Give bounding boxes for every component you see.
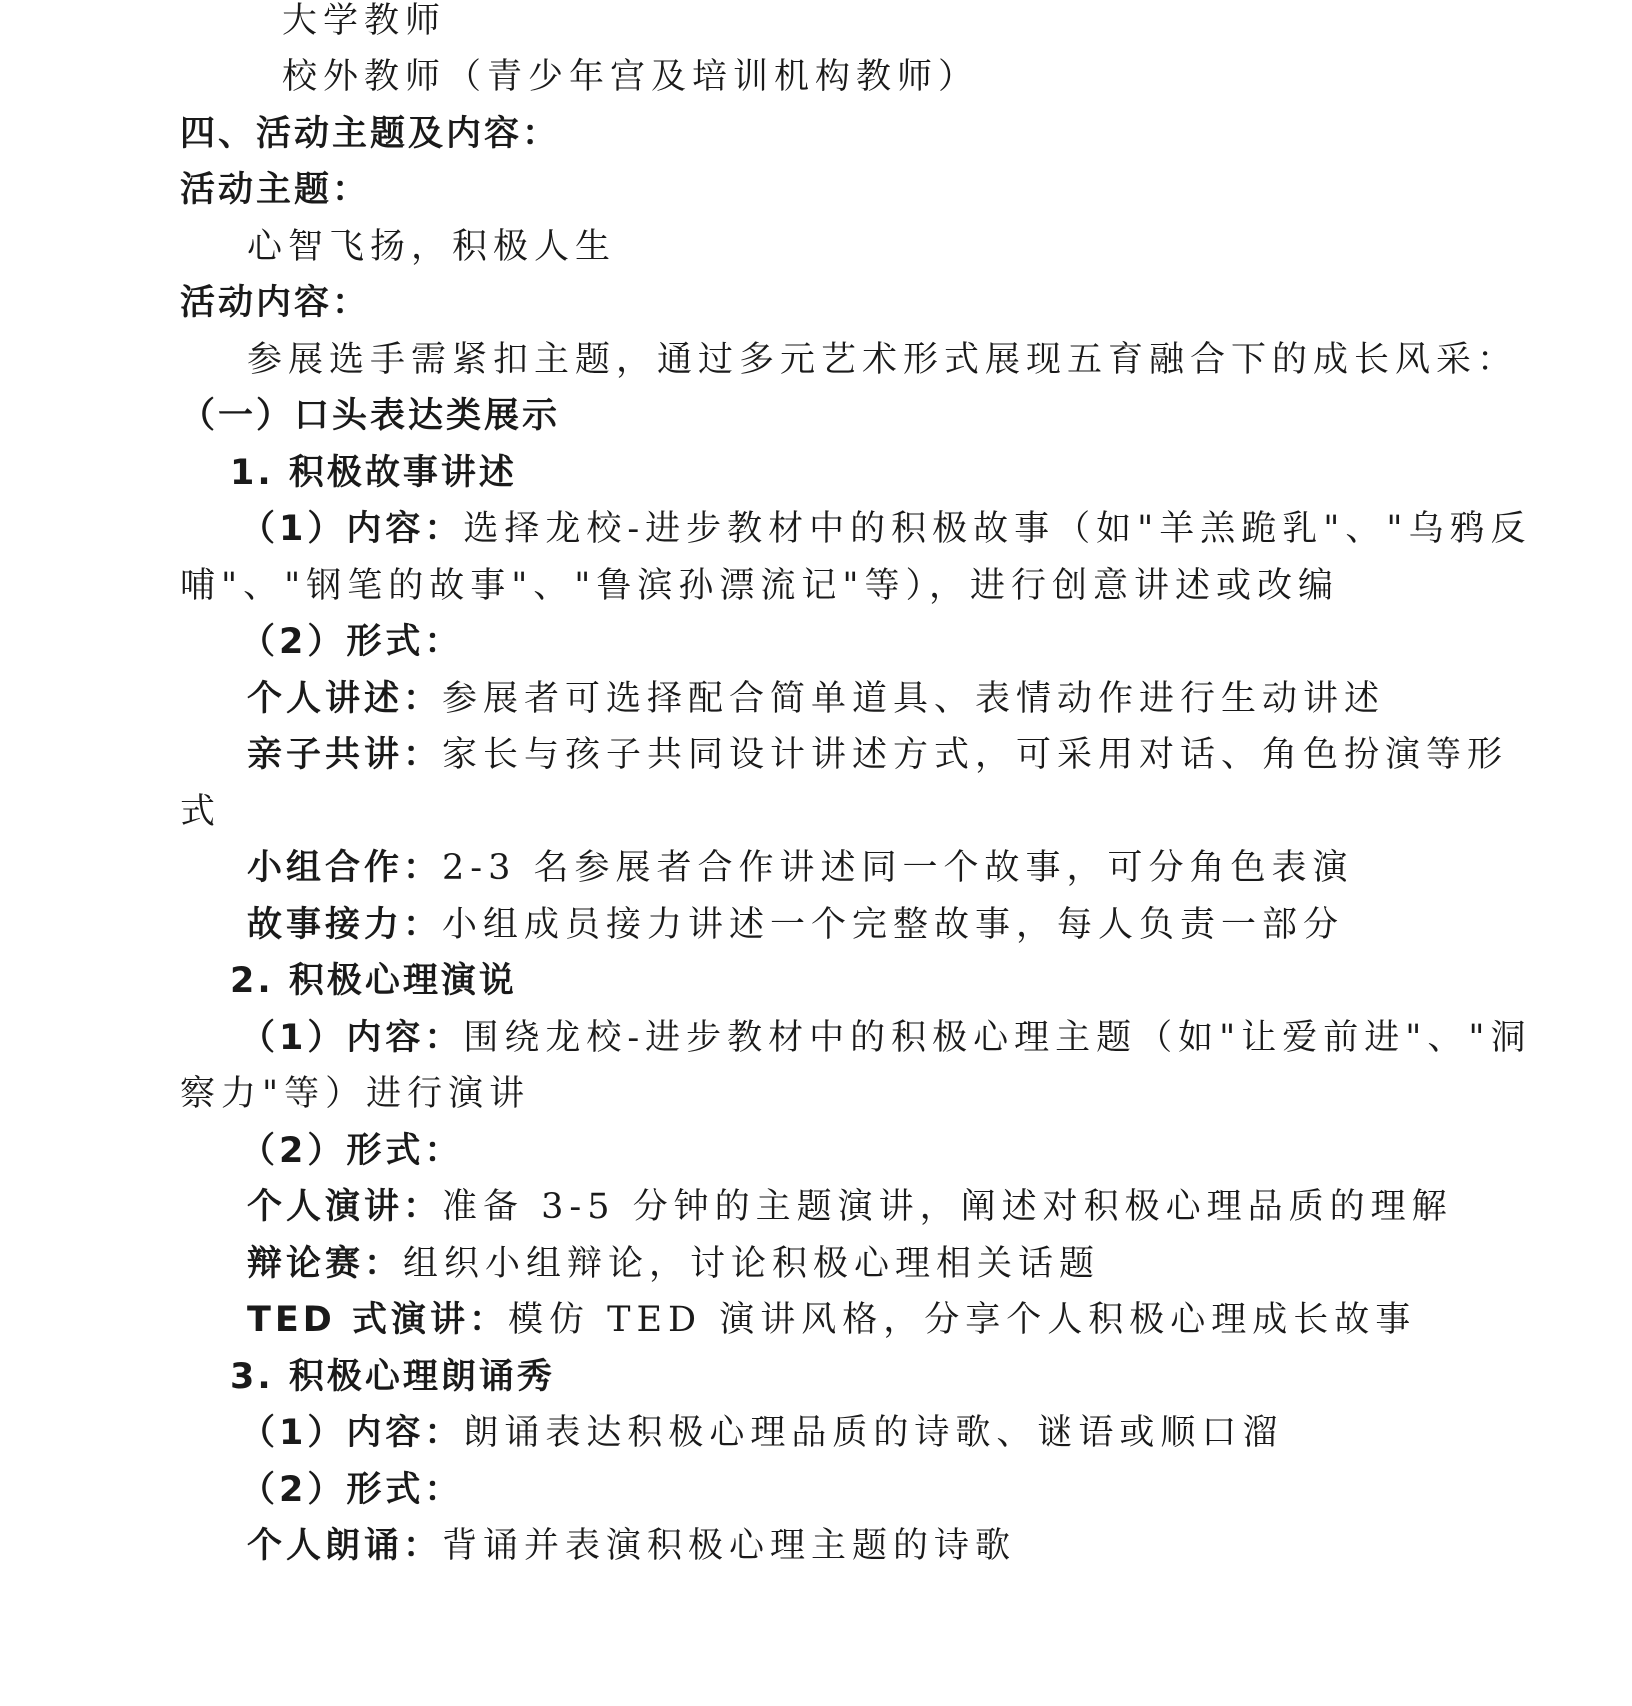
text-line: 大学教师 — [282, 1, 447, 41]
text-line: （1）内容：选择龙校-进步教材中的积极故事（如"羊羔跪乳"、"乌鸦反 — [240, 509, 1532, 549]
text-line: 心智飞扬，积极人生 — [247, 227, 617, 267]
text-line: TED 式演讲：模仿 TED 演讲风格，分享个人积极心理成长故事 — [247, 1300, 1417, 1340]
text-line: 个人朗诵：背诵并表演积极心理主题的诗歌 — [247, 1526, 1017, 1566]
subheading: 活动主题： — [180, 170, 371, 210]
item-heading: 1. 积极故事讲述 — [230, 453, 517, 493]
subsection-heading: （一）口头表达类展示 — [180, 396, 561, 436]
text-line: （1）内容：围绕龙校-进步教材中的积极心理主题（如"让爱前进"、"洞 — [240, 1018, 1532, 1058]
text-line: （1）内容：朗诵表达积极心理品质的诗歌、谜语或顺口溜 — [240, 1413, 1284, 1453]
text-line: 故事接力：小组成员接力讲述一个完整故事，每人负责一部分 — [247, 905, 1345, 945]
item-heading: 2. 积极心理演说 — [230, 961, 517, 1001]
text-line: （2）形式： — [240, 1470, 464, 1510]
text-line: 哺"、"钢笔的故事"、"鲁滨孙漂流记"等），进行创意讲述或改编 — [180, 566, 1339, 606]
text-line: 式 — [180, 792, 222, 832]
text-line: 察力"等）进行演讲 — [180, 1074, 531, 1114]
subheading: 活动内容： — [180, 283, 371, 323]
text-line: 小组合作：2-3 名参展者合作讲述同一个故事，可分角色表演 — [247, 848, 1354, 888]
text-line: 校外教师（青少年宫及培训机构教师） — [282, 57, 980, 97]
text-line: 个人讲述：参展者可选择配合简单道具、表情动作进行生动讲述 — [247, 679, 1386, 719]
text-line: 辩论赛：组织小组辩论，讨论积极心理相关话题 — [247, 1244, 1101, 1284]
text-line: 个人演讲：准备 3-5 分钟的主题演讲，阐述对积极心理品质的理解 — [247, 1187, 1453, 1227]
section-heading: 四、活动主题及内容： — [180, 114, 561, 154]
text-line: （2）形式： — [240, 622, 464, 662]
text-line: （2）形式： — [240, 1131, 464, 1171]
text-line: 亲子共讲：家长与孩子共同设计讲述方式，可采用对话、角色扮演等形 — [247, 735, 1509, 775]
text-line: 参展选手需紧扣主题，通过多元艺术形式展现五育融合下的成长风采： — [247, 340, 1519, 380]
item-heading: 3. 积极心理朗诵秀 — [230, 1357, 555, 1397]
